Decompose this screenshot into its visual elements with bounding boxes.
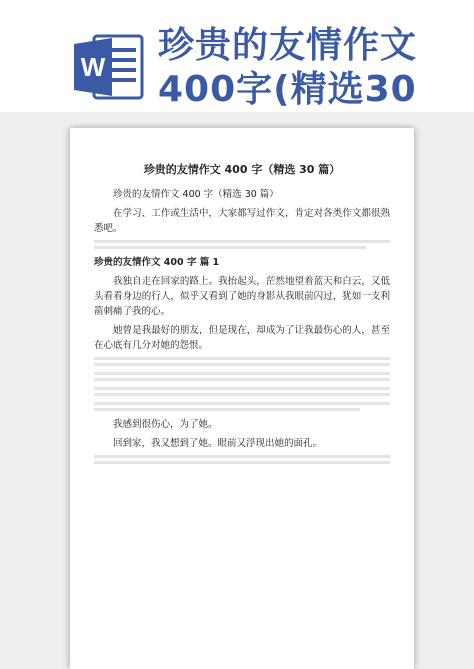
document-paragraph: 我感到很伤心，为了她。 [113, 419, 218, 430]
section-heading: 珍贵的友情作文 400 字 篇 1 [94, 257, 220, 268]
microsoft-word-icon [74, 34, 144, 100]
illegible-text-block [94, 455, 390, 464]
illegible-text-block [94, 240, 390, 249]
document-page [70, 128, 414, 669]
illegible-text-block [94, 357, 390, 366]
illegible-text-block [94, 372, 390, 381]
document-body [70, 177, 414, 464]
document-paragraph: 我独自走在回家的路上。我抬起头，茫然地望着蓝天和白云，又低头看看身边的行人，似乎又看到了她的身影从我眼前闪过，犹如一支利箭刺痛了我的心。 [94, 276, 390, 317]
illegible-text-block [94, 402, 390, 411]
document-paragraph: 她曾是我最好的朋友，但是现在，却成为了让我最伤心的人，甚至在心底有几分对她的怨恨。 [94, 325, 390, 351]
illegible-text-block [94, 387, 390, 396]
document-paragraph: 珍贵的友情作文 400 字（精选 30 篇） [113, 189, 279, 200]
banner-title: 珍贵的友情作文400字(精选30 [158, 25, 418, 110]
document-banner [0, 0, 474, 112]
document-paragraph: 在学习、工作或生活中，大家都写过作文，肯定对各类作文都很熟悉吧。 [94, 208, 390, 234]
document-title: 珍贵的友情作文 400 字（精选 30 篇） [143, 163, 341, 176]
svg-text:W: W [80, 52, 106, 82]
document-paragraph: 回到家，我又想到了她。眼前又浮现出她的面孔。 [113, 438, 323, 449]
